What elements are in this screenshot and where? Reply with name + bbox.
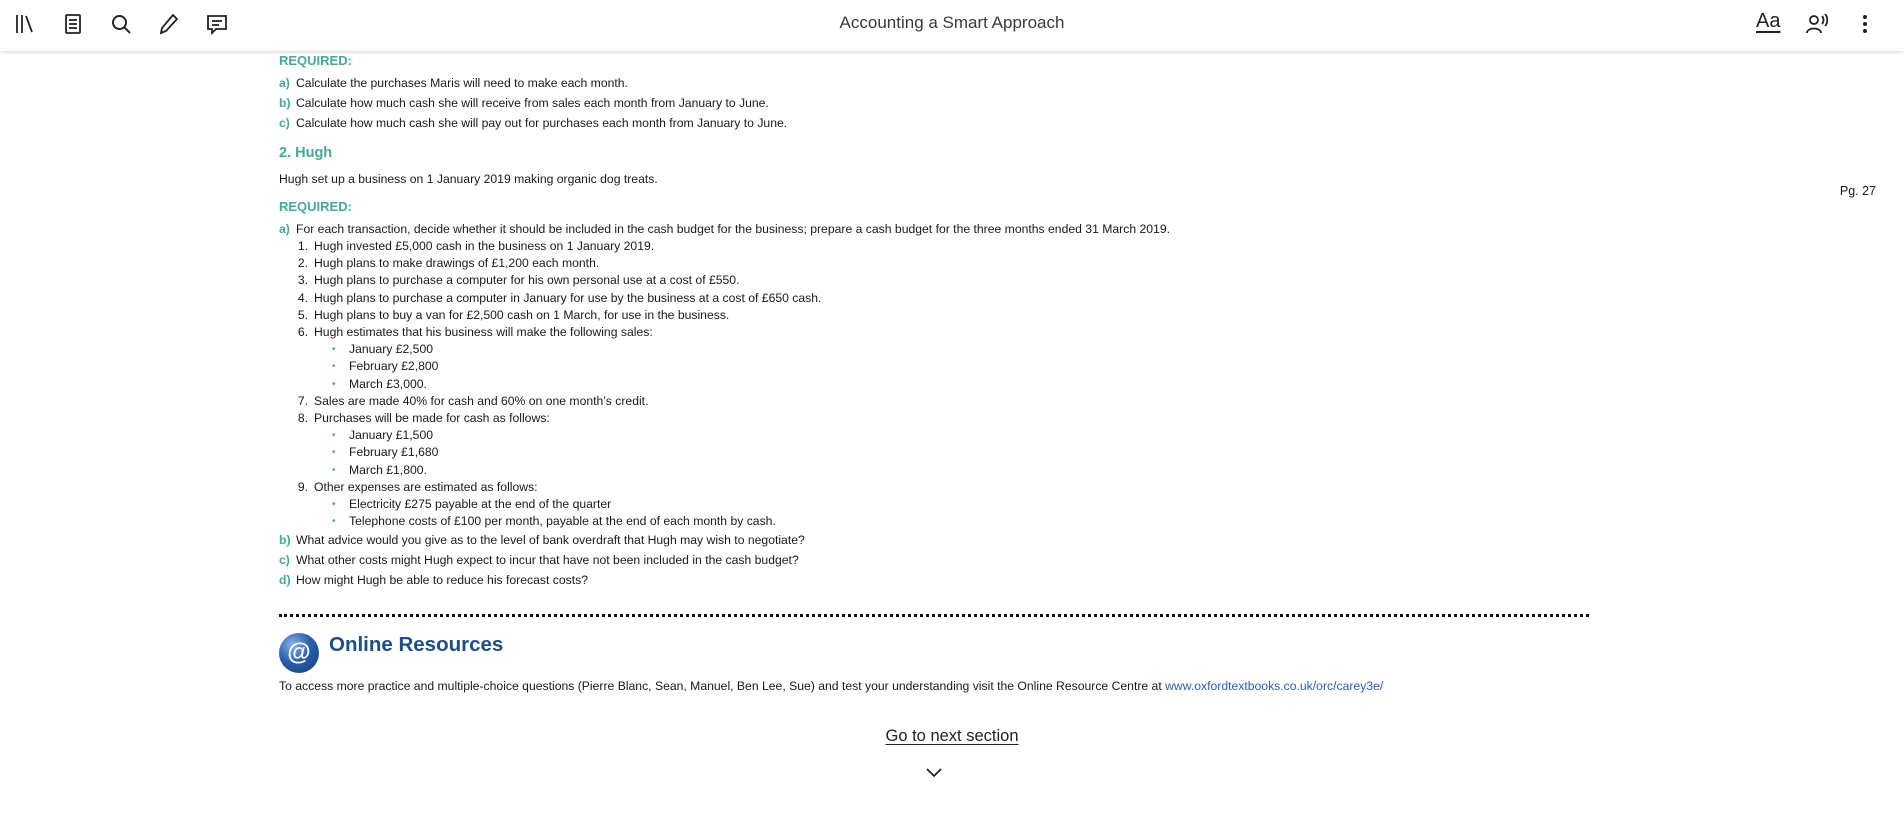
list-item: c) Calculate how much cash she will pay out for purchases each month from January to June. — [279, 116, 788, 130]
item-text: Hugh plans to make drawings of £1,200 each month. — [314, 256, 600, 271]
numbered-item — [296, 255, 1589, 272]
more-vertical-icon[interactable] — [1851, 10, 1879, 38]
bullet-dot-icon: • — [332, 516, 336, 528]
chevron-down-icon[interactable] — [925, 766, 943, 778]
numbered-item — [296, 307, 1589, 324]
item-text: Hugh plans to purchase a computer for his own personal use at a cost of £550. — [314, 273, 740, 288]
item-number: 1. — [297, 239, 308, 253]
page-number: Pg. 27 — [1839, 184, 1876, 198]
bullet-item — [331, 427, 1589, 444]
online-resources-logo: @ — [279, 633, 319, 673]
next-section-link-wrap — [0, 727, 1904, 746]
list-item: d) How might Hugh be able to reduce his forecast costs? — [279, 573, 588, 588]
list-item: a) For each transaction, decide whether it should be included in the cash budget for the business; prepare a cash budget for the three months ended 31 March 2019. — [279, 222, 1170, 236]
bullet-dot-icon: • — [332, 344, 336, 356]
item-text: Other expenses are estimated as follows: — [314, 479, 538, 494]
numbered-list — [296, 238, 1589, 530]
required-label: REQUIRED: — [279, 53, 352, 68]
item-number: 4. — [297, 290, 308, 305]
numbered-item — [296, 324, 1589, 341]
item-text: Purchases will be made for cash as follows: — [314, 411, 550, 426]
intro-text: Hugh set up a business on 1 January 2019 making organic dog treats. — [279, 172, 658, 186]
list-item: a) Calculate the purchases Maris will need to make each month. — [279, 76, 628, 90]
item-text: Hugh plans to purchase a computer in January for use by the business at a cost of £650 cash. — [314, 290, 822, 305]
numbered-item — [296, 393, 1589, 410]
bullet-item — [331, 341, 1589, 358]
read-aloud-icon[interactable] — [1803, 10, 1831, 38]
section-divider — [279, 614, 1589, 617]
bullet-dot-icon: • — [332, 499, 336, 511]
app-title: Accounting a Smart Approach — [839, 13, 1065, 32]
list-item: b) Calculate how much cash she will receive from sales each month from January to June. — [279, 96, 769, 110]
item-number: 3. — [297, 273, 308, 288]
bullet-item — [331, 496, 1589, 513]
bullet-text: January £2,500 — [349, 342, 434, 357]
item-text: Hugh estimates that his business will make the following sales: — [314, 325, 653, 340]
numbered-item — [296, 290, 1589, 307]
top-toolbar — [0, 0, 1904, 51]
online-resources-title: Online Resources — [329, 633, 504, 656]
bullet-list — [331, 427, 1589, 479]
bullet-text: March £1,800. — [349, 462, 427, 477]
item-number: 6. — [297, 325, 308, 340]
reading-content — [279, 52, 1589, 589]
numbered-item — [296, 410, 1589, 427]
bullet-dot-icon: • — [332, 464, 336, 476]
required-label: REQUIRED: — [279, 199, 352, 214]
numbered-item — [296, 238, 1589, 255]
item-number: 2. — [297, 256, 308, 271]
numbered-item — [296, 272, 1589, 289]
bullet-item — [331, 376, 1589, 393]
bullet-dot-icon: • — [332, 361, 336, 373]
bullet-item — [331, 358, 1589, 375]
bullet-text: Electricity £275 payable at the end of the quarter — [349, 497, 612, 512]
numbered-item — [296, 479, 1589, 496]
section-heading: 2. Hugh — [279, 145, 333, 161]
item-text: Hugh plans to buy a van for £2,500 cash on 1 March, for use in the business. — [314, 307, 730, 322]
bullet-item — [331, 462, 1589, 479]
list-item: c) What other costs might Hugh expect to incur that have not been included in the cash budget? — [279, 553, 799, 568]
bullet-dot-icon: • — [332, 447, 336, 459]
online-resource-link[interactable]: www.oxfordtextbooks.co.uk/orc/carey3e/ — [1165, 679, 1384, 693]
bullet-text: March £3,000. — [349, 376, 427, 391]
bullet-item — [331, 444, 1589, 461]
item-number: 9. — [297, 479, 308, 494]
font-settings-button[interactable]: Aa — [1756, 10, 1781, 32]
bullet-text: February £1,680 — [349, 445, 439, 460]
bullet-text: February £2,800 — [349, 359, 439, 374]
list-item: b) What advice would you give as to the level of bank overdraft that Hugh may wish to negotiate? — [279, 533, 805, 548]
bullet-dot-icon: • — [332, 378, 336, 390]
bullet-item — [331, 513, 1589, 530]
item-number: 7. — [297, 393, 308, 408]
bullet-dot-icon: • — [332, 430, 336, 442]
item-text: Hugh invested £5,000 cash in the business on 1 January 2019. — [314, 239, 655, 253]
item-number: 5. — [297, 307, 308, 322]
bullet-list — [331, 341, 1589, 393]
item-text: Sales are made 40% for cash and 60% on one month’s credit. — [314, 393, 649, 408]
bullet-list — [331, 496, 1589, 530]
bullet-text: Telephone costs of £100 per month, payable at the end of each month by cash. — [349, 514, 776, 529]
online-resources-text: To access more practice and multiple-choice questions (Pierre Blanc, Sean, Manuel, Ben Lee, Sue) and test your understanding visit the Online Resource Centre at www.oxfordtextbooks.co.uk/orc/carey3e/ — [279, 679, 1384, 693]
item-number: 8. — [297, 411, 308, 426]
next-section-link[interactable]: Go to next section — [885, 727, 1019, 745]
bullet-text: January £1,500 — [349, 428, 434, 443]
